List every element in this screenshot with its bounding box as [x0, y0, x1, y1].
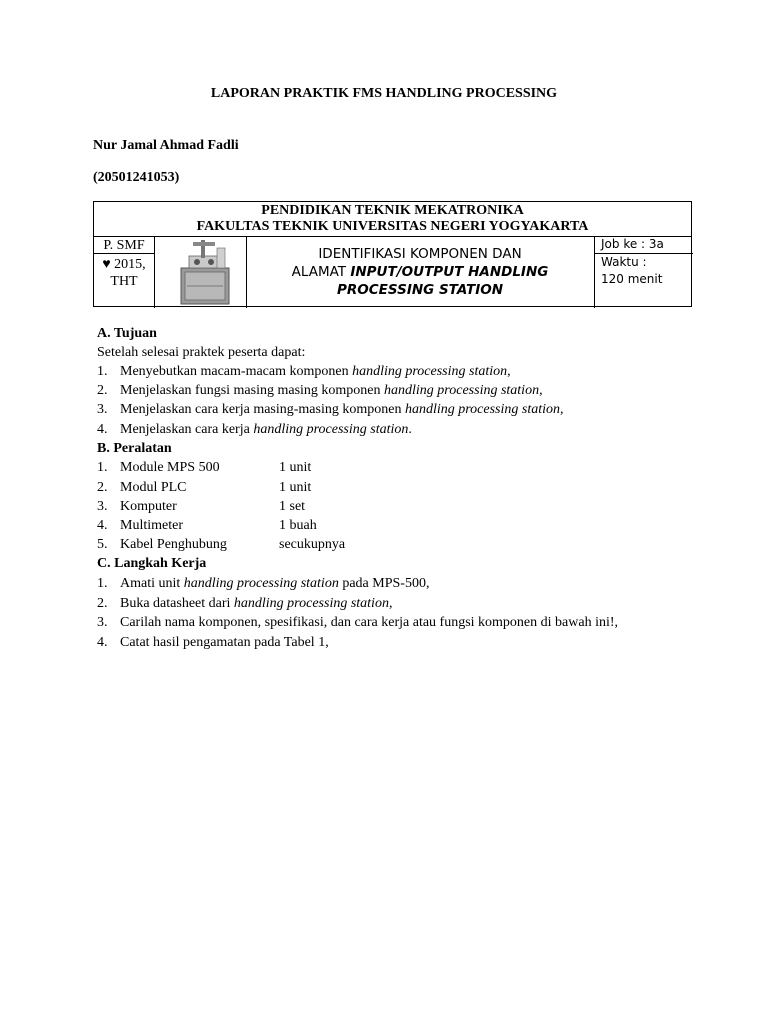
job-sheet-header [93, 201, 692, 307]
list-number: 4. [97, 635, 108, 650]
institution-line-2: FAKULTAS TEKNIK UNIVERSITAS NEGERI YOGYAKARTA [196, 219, 589, 234]
semester-line-1: ♥ 2015, [102, 257, 146, 272]
station-image [179, 238, 231, 306]
section-a-heading: A. Tujuan [97, 326, 157, 341]
job-number: Job ke : 3a [601, 237, 664, 251]
list-number: 4. [97, 518, 108, 533]
job-title-line-2-emph: INPUT/OUTPUT HANDLING [350, 264, 549, 280]
equipment-name: Modul PLC [120, 480, 187, 495]
equipment-qty: secukupnya [279, 537, 346, 552]
job-title-line-3: PROCESSING STATION [336, 282, 503, 298]
job-title-line-1: IDENTIFIKASI KOMPONEN DAN [318, 246, 522, 262]
list-item: Menyebutkan macam-macam komponen handling processing station, [120, 364, 511, 379]
list-number: 2. [97, 596, 108, 611]
equipment-name: Multimeter [120, 518, 183, 533]
list-item: Menjelaskan cara kerja masing-masing komponen handling processing station, [120, 402, 564, 417]
author-name: Nur Jamal Ahmad Fadli [93, 138, 239, 153]
column-divider [154, 236, 155, 308]
equipment-qty: 1 set [279, 499, 306, 514]
section-c-heading: C. Langkah Kerja [97, 556, 207, 571]
equipment-name: Kabel Penghubung [120, 537, 227, 552]
list-item: Menjelaskan cara kerja handling processing station. [120, 422, 412, 437]
subject-code: P. SMF [103, 238, 145, 253]
document-title: LAPORAN PRAKTIK FMS HANDLING PROCESSING [210, 86, 558, 101]
list-item: Menjelaskan fungsi masing masing komponen handling processing station, [120, 383, 543, 398]
list-number: 3. [97, 615, 108, 630]
section-a-intro: Setelah selesai praktek peserta dapat: [97, 345, 306, 360]
equipment-qty: 1 unit [279, 480, 312, 495]
section-b-heading: B. Peralatan [97, 441, 172, 456]
column-divider [594, 236, 595, 308]
list-number: 4. [97, 422, 108, 437]
list-item: Carilah nama komponen, spesifikasi, dan cara kerja atau fungsi komponen di bawah ini!, [120, 615, 619, 630]
list-number: 2. [97, 383, 108, 398]
list-item: Catat hasil pengamatan pada Tabel 1, [120, 635, 329, 650]
student-id: (20501241053) [93, 170, 180, 185]
list-number: 5. [97, 537, 108, 552]
list-number: 3. [97, 402, 108, 417]
list-number: 3. [97, 499, 108, 514]
list-number: 1. [97, 364, 108, 379]
list-item: Buka datasheet dari handling processing station, [120, 596, 393, 611]
semester-line-2: THT [110, 274, 138, 289]
equipment-name: Module MPS 500 [120, 460, 220, 475]
list-number: 1. [97, 460, 108, 475]
equipment-qty: 1 unit [279, 460, 312, 475]
list-item: Amati unit handling processing station pada MPS-500, [120, 576, 430, 591]
job-title-line-2 [246, 263, 594, 281]
institution-line-1: PENDIDIKAN TEKNIK MEKATRONIKA [261, 203, 524, 218]
equipment-qty: 1 buah [279, 518, 317, 533]
time-value: 120 menit [601, 272, 663, 286]
equipment-name: Komputer [120, 499, 177, 514]
list-number: 1. [97, 576, 108, 591]
list-number: 2. [97, 480, 108, 495]
time-label: Waktu : [601, 255, 647, 269]
job-title-line-2-plain: ALAMAT [291, 264, 351, 280]
